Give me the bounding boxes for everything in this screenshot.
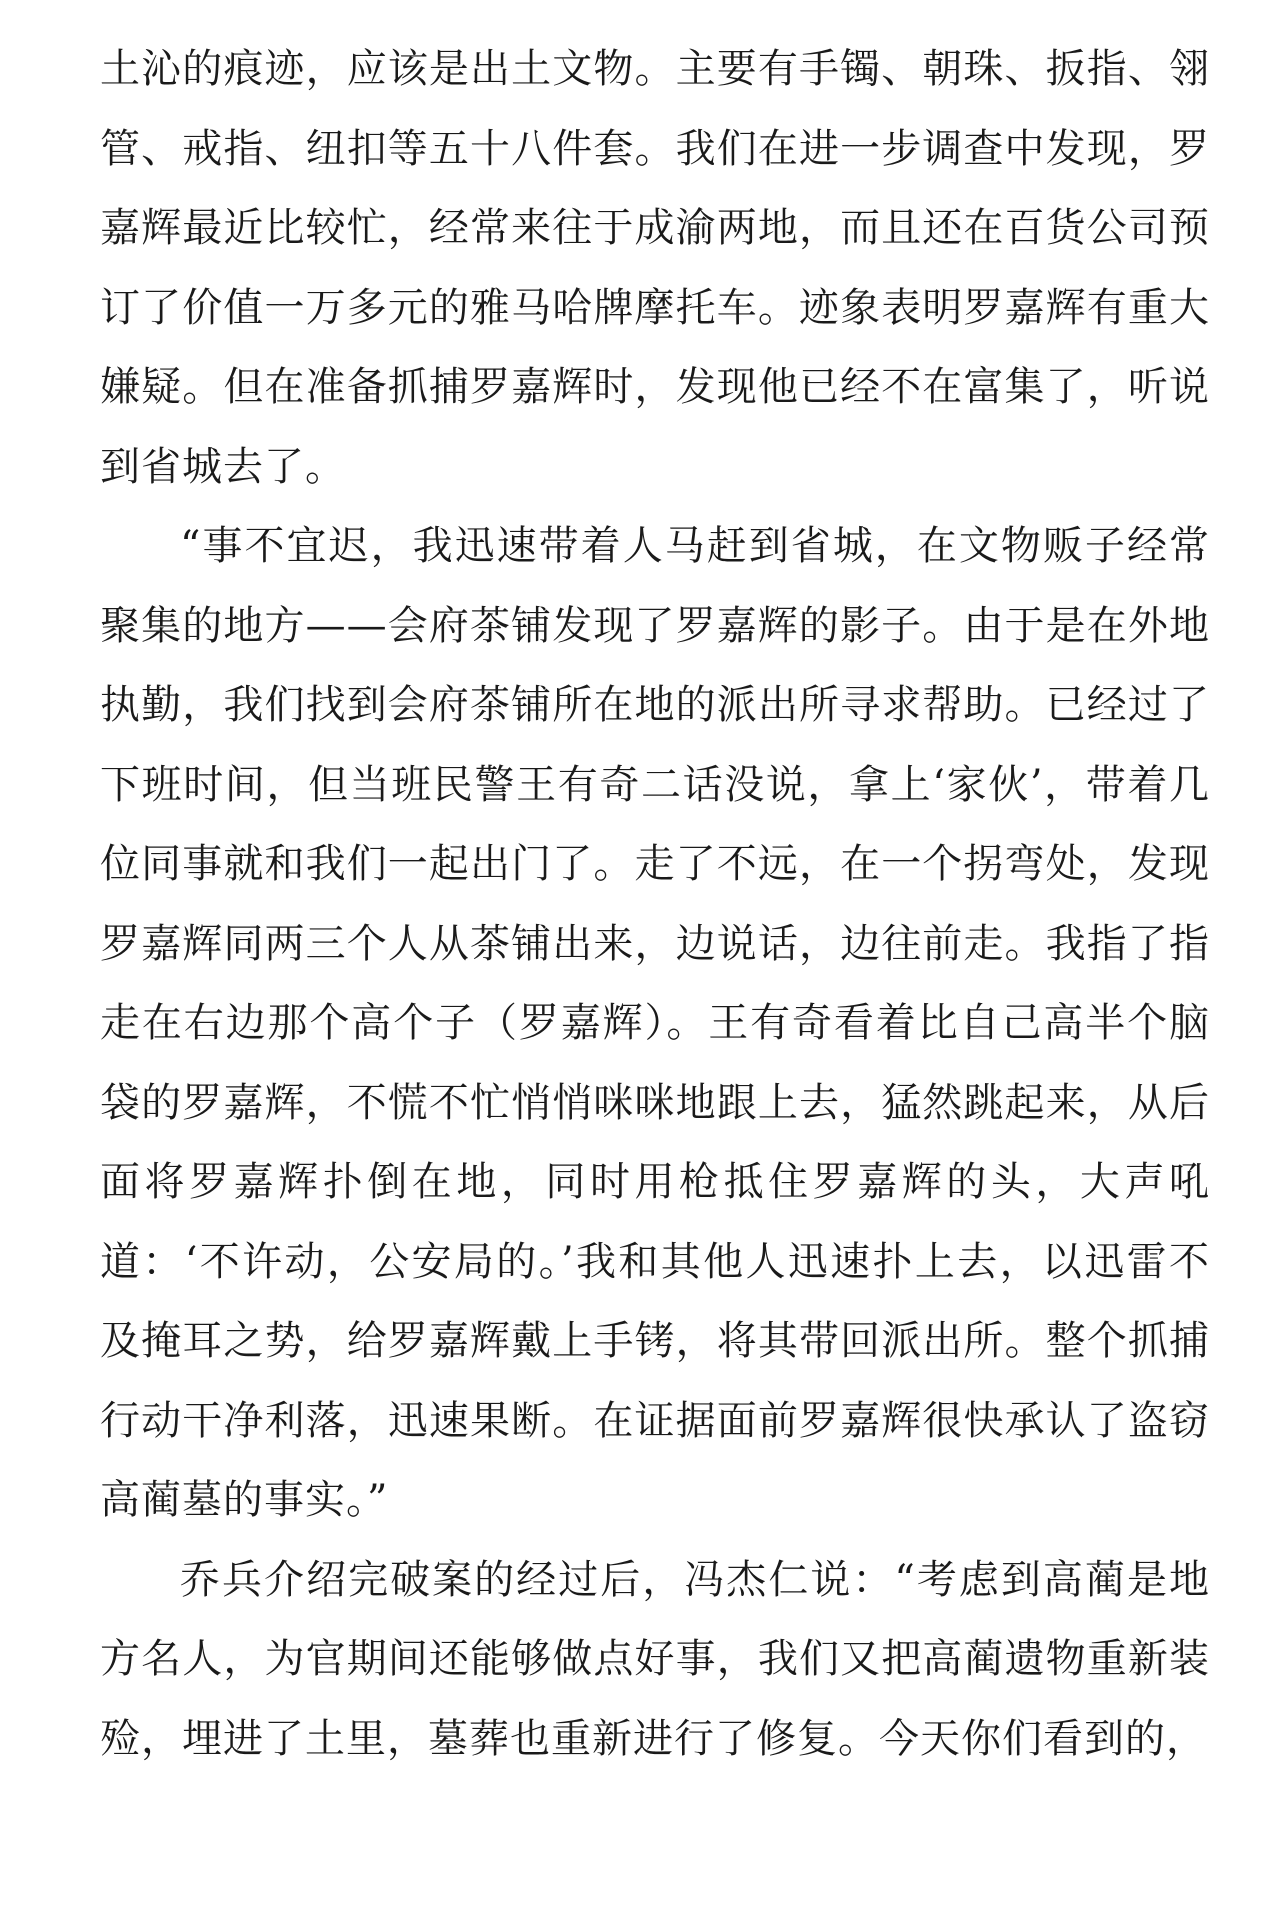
paragraph-2: “事不宜迟，我迅速带着人马赶到省城，在文物贩子经常聚集的地方——会府茶铺发现了罗嘉辉的影子。由于是在外地执勤，我们找到会府茶铺所在地的派出所寻求帮助。已经过了下班时间，但当班民警王有奇二话没说，拿上‘家伙’，带着几位同事就和我们一起出门了。走了不远，在一个拐弯处，发现罗嘉辉同两三个人从茶铺出来，边说话，边往前走。我指了指走在右边那个高个子（罗嘉辉）。王有奇看着比自己高半个脑袋的罗嘉辉，不慌不忙悄悄咪咪地跟上去，猛然跳起来，从后面将罗嘉辉扑倒在地，同时用枪抵住罗嘉辉的头，大声吼道：‘不许动，公安局的。’我和其他人迅速扑上去，以迅雷不及掩耳之势，给罗嘉辉戴上手铐，将其带回派出所。整个抓捕行动干净利落，迅速果断。在证据面前罗嘉辉很快承认了盗窃高蔺墓的事实。” — [100, 523, 1210, 1523]
paragraph-1: 土沁的痕迹，应该是出土文物。主要有手镯、朝珠、扳指、翎管、戒指、纽扣等五十八件套。我们在进一步调查中发现，罗嘉辉最近比较忙，经常来往于成渝两地，而且还在百货公司预订了价值一万多元的雅马哈牌摩托车。迹象表明罗嘉辉有重大嫌疑。但在准备抓捕罗嘉辉时，发现他已经不在富集了，听说到省城去了。 — [100, 46, 1210, 490]
paragraph-3: 乔兵介绍完破案的经过后，冯杰仁说：“考虑到高蔺是地方名人，为官期间还能够做点好事，我们又把高蔺遗物重新装殓，埋进了土里，墓葬也重新进行了修复。今天你们看到的， — [100, 1556, 1210, 1762]
document-page — [100, 30, 1210, 1779]
